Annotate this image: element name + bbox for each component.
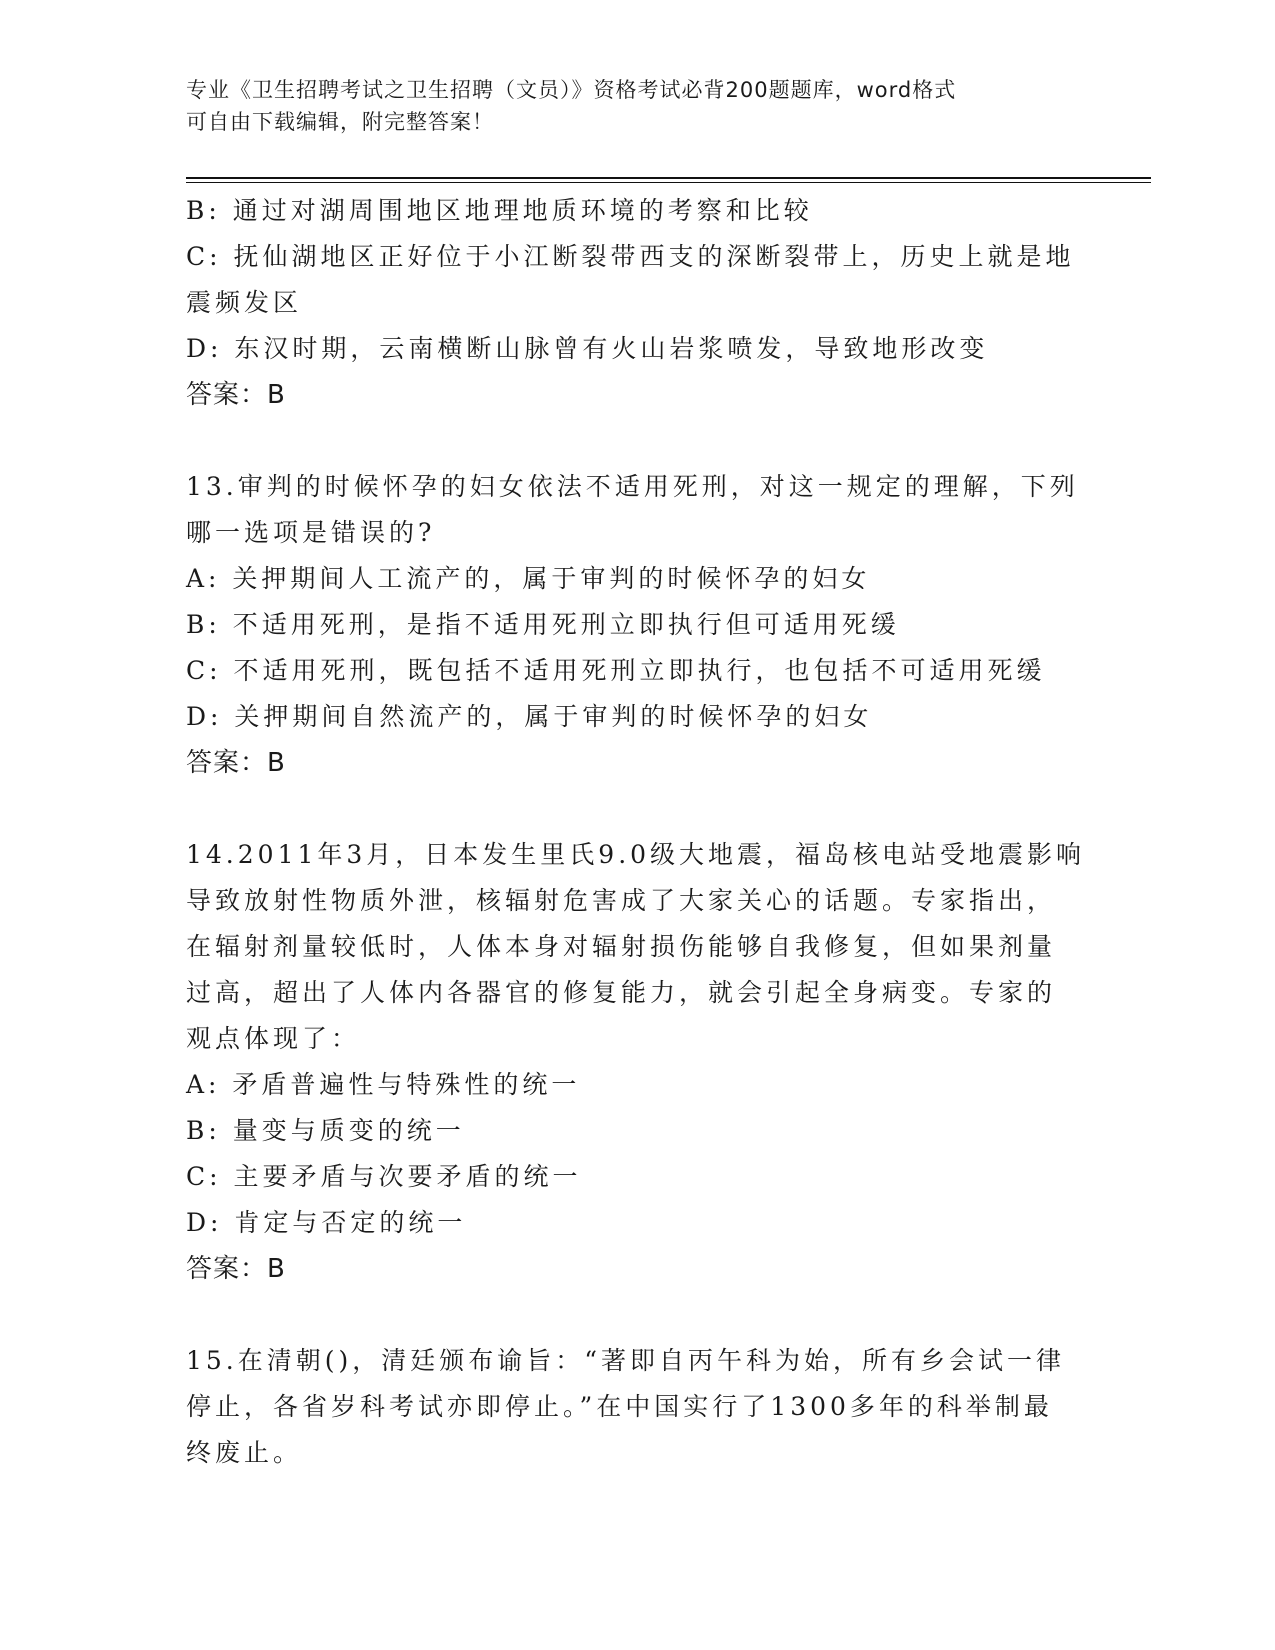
option-c-line-1: C: 抚仙湖地区正好位于小江断裂带西支的深断裂带上，历史上就是地 <box>186 242 1075 271</box>
question-14 <box>186 832 1086 1292</box>
question-stem-line-2: 停止，各省岁科考试亦即停止。”在中国实行了1300多年的科举制最 <box>186 1392 1053 1421</box>
header-rule-thin <box>186 182 1151 183</box>
answer: 答案：B <box>186 1254 286 1284</box>
question-stem-line-3: 终废止。 <box>186 1438 303 1467</box>
document-header <box>186 74 1066 138</box>
spacer <box>186 418 1086 464</box>
option-b: B: 通过对湖周围地区地理地质环境的考察和比较 <box>186 196 813 225</box>
question-stem-line-2: 哪一选项是错误的? <box>186 518 436 547</box>
header-rule-thick <box>186 177 1151 179</box>
option-d: D: 肯定与否定的统一 <box>186 1208 467 1237</box>
option-b: B: 量变与质变的统一 <box>186 1116 465 1145</box>
option-d: D: 关押期间自然流产的，属于审判的时候怀孕的妇女 <box>186 702 873 731</box>
option-a: A: 关押期间人工流产的，属于审判的时候怀孕的妇女 <box>186 564 871 593</box>
question-stem-line-2: 导致放射性物质外泄，核辐射危害成了大家关心的话题。专家指出， <box>186 886 1057 915</box>
question-15 <box>186 1338 1086 1476</box>
spacer <box>186 1292 1086 1338</box>
option-c: C: 不适用死刑，既包括不适用死刑立即执行，也包括不可适用死缓 <box>186 656 1046 685</box>
header-title-line-2: 可自由下载编辑，附完整答案！ <box>186 110 494 134</box>
question-stem-line-5: 观点体现了： <box>186 1024 361 1053</box>
question-stem-line-1: 13.审判的时候怀孕的妇女依法不适用死刑，对这一规定的理解，下列 <box>186 472 1079 501</box>
question-stem-line-1: 14.2011年3月，日本发生里氏9.0级大地震，福岛核电站受地震影响 <box>186 840 1086 869</box>
option-d: D: 东汉时期，云南横断山脉曾有火山岩浆喷发，导致地形改变 <box>186 334 989 363</box>
answer: 答案：B <box>186 748 286 778</box>
spacer <box>186 786 1086 832</box>
question-stem-line-3: 在辐射剂量较低时，人体本身对辐射损伤能够自我修复，但如果剂量 <box>186 932 1057 961</box>
header-title-line-1: 专业《卫生招聘考试之卫生招聘（文员）》资格考试必背200题题库，word格式 <box>186 78 957 102</box>
question-stem-line-4: 过高，超出了人体内各器官的修复能力，就会引起全身病变。专家的 <box>186 978 1057 1007</box>
option-c: C: 主要矛盾与次要矛盾的统一 <box>186 1162 582 1191</box>
option-a: A: 矛盾普遍性与特殊性的统一 <box>186 1070 581 1099</box>
question-13 <box>186 464 1086 786</box>
question-stem-line-1: 15.在清朝()，清廷颁布谕旨：“著即自丙午科为始，所有乡会试一律 <box>186 1346 1066 1375</box>
question-12-options <box>186 188 1086 418</box>
option-c-line-2: 震频发区 <box>186 288 303 317</box>
answer: 答案：B <box>186 380 286 410</box>
document-body <box>186 188 1086 1476</box>
option-b: B: 不适用死刑，是指不适用死刑立即执行但可适用死缓 <box>186 610 900 639</box>
